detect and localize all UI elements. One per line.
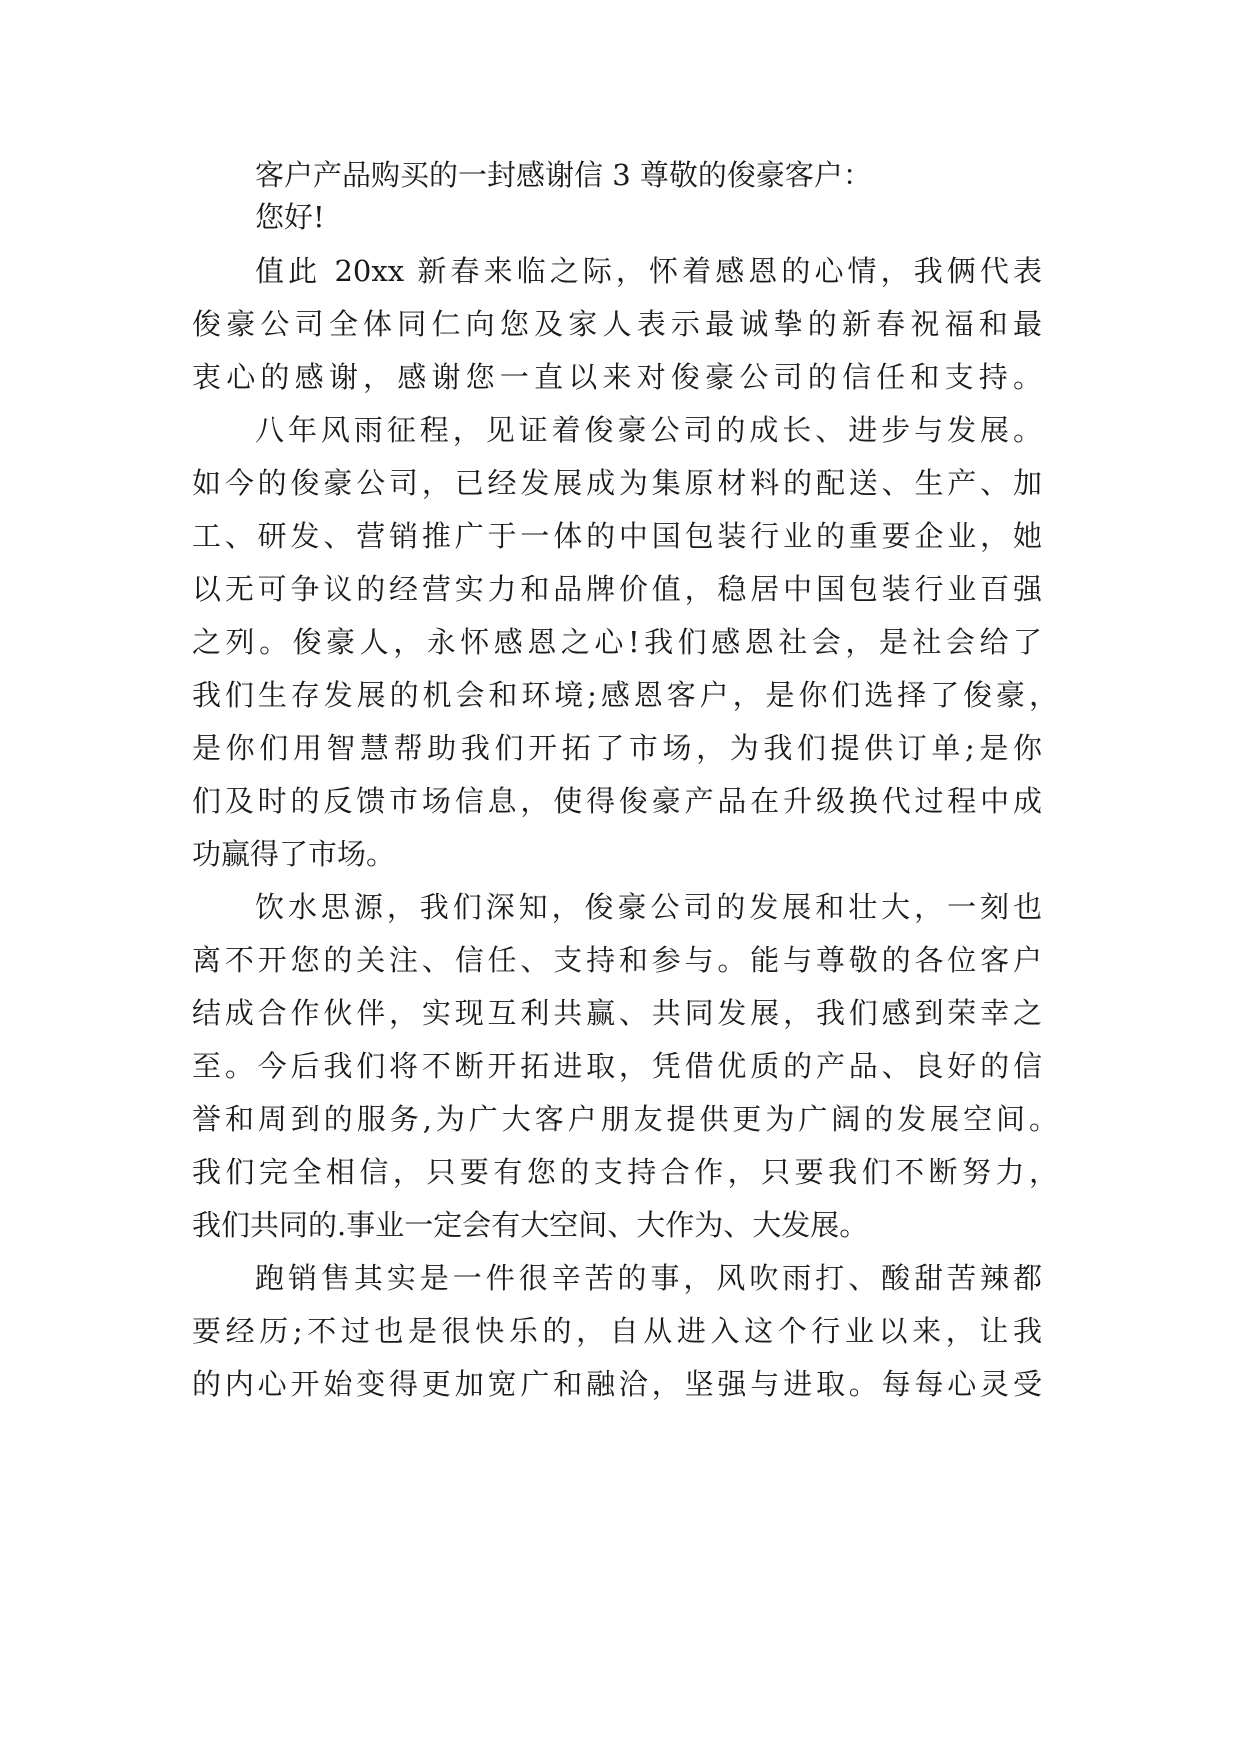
paragraph-line: 的内心开始变得更加宽广和融洽，坚强与进取。每每心灵受 (192, 1367, 1042, 1401)
paragraph-line: 饮水思源，我们深知，俊豪公司的发展和壮大，一刻也 (255, 890, 1042, 924)
paragraph-line: 我们共同的.事业一定会有大空间、大作为、大发展。 (192, 1208, 869, 1242)
paragraph-line: 如今的俊豪公司，已经发展成为集原材料的配送、生产、加 (192, 466, 1042, 500)
greeting: 您好! (255, 200, 325, 234)
paragraph-line: 值此 20xx 新春来临之际，怀着感恩的心情，我俩代表 (255, 254, 1042, 288)
paragraph-line: 衷心的感谢，感谢您一直以来对俊豪公司的信任和支持。 (192, 360, 1042, 394)
paragraph-line: 之列。俊豪人，永怀感恩之心!我们感恩社会，是社会给了 (192, 625, 1042, 659)
paragraph-line: 要经历;不过也是很快乐的，自从进入这个行业以来，让我 (192, 1314, 1042, 1348)
paragraph-line: 至。今后我们将不断开拓进取，凭借优质的产品、良好的信 (192, 1049, 1042, 1083)
paragraph-line: 离不开您的关注、信任、支持和参与。能与尊敬的各位客户 (192, 943, 1042, 977)
paragraph-line: 八年风雨征程，见证着俊豪公司的成长、进步与发展。 (255, 413, 1042, 447)
paragraph-line: 俊豪公司全体同仁向您及家人表示最诚挚的新春祝福和最 (192, 307, 1042, 341)
paragraph-line: 以无可争议的经营实力和品牌价值，稳居中国包装行业百强 (192, 572, 1042, 606)
paragraph-line: 我们生存发展的机会和环境;感恩客户，是你们选择了俊豪， (192, 678, 1058, 712)
paragraph-line: 们及时的反馈市场信息，使得俊豪产品在升级换代过程中成 (192, 784, 1042, 818)
paragraph-line: 我们完全相信，只要有您的支持合作，只要我们不断努力， (192, 1155, 1058, 1189)
letter-heading: 客户产品购买的一封感谢信 3 尊敬的俊豪客户： (255, 158, 872, 192)
paragraph-line: 是你们用智慧帮助我们开拓了市场，为我们提供订单;是你 (192, 731, 1042, 765)
paragraph-line: 结成合作伙伴，实现互利共赢、共同发展，我们感到荣幸之 (192, 996, 1042, 1030)
paragraph-line: 跑销售其实是一件很辛苦的事，风吹雨打、酸甜苦辣都 (255, 1261, 1042, 1295)
paragraph-line: 功赢得了市场。 (192, 837, 396, 871)
paragraph-line: 工、研发、营销推广于一体的中国包装行业的重要企业，她 (192, 519, 1042, 553)
paragraph-line: 誉和周到的服务,为广大客户朋友提供更为广阔的发展空间。 (192, 1102, 1058, 1136)
